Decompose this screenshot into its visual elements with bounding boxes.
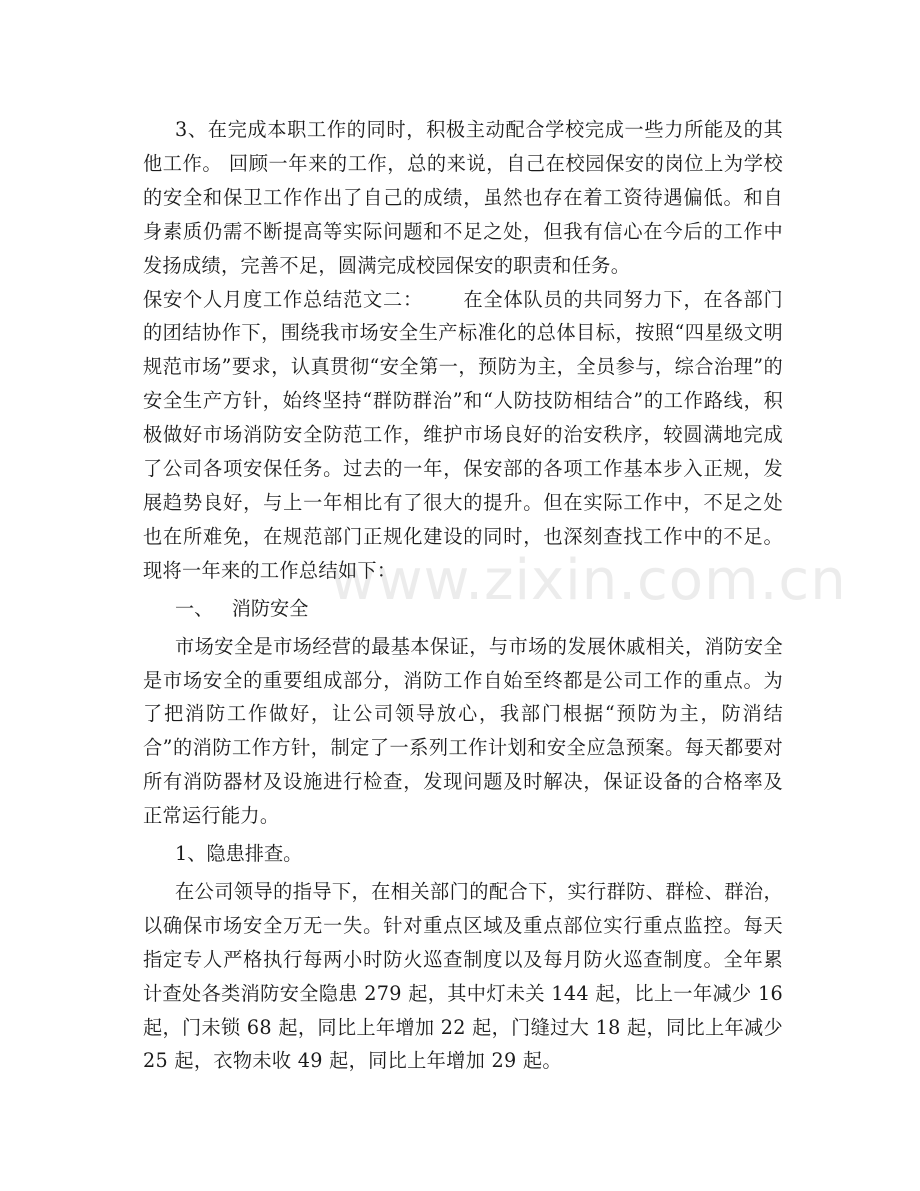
section-title: 保安个人月度工作总结范文二： <box>143 287 423 311</box>
watermark: www.zixin.com.cn <box>330 548 847 613</box>
paragraph-2-body: 在全体队员的共同努力下，在各部门的团结协作下，围绕我市场安全生产标准化的总体目标，按照“四星级文明规范市场”要求，认真贯彻“安全第一，预防为主，全员参与，综合治理”的安全生产方针，始终坚持“群防群治”和“人防技防相结合”的工作路线，积极做好市场消防安全防范工作，维护市场良好的治安秩序，较圆满地完成了公司各项安保任务。过去的一年，保安部的各项工作基本步入正规，发展趋势良好，与上一年相比有了很大的提升。但在实际工作中，不足之处也在所难免，在规范部门正规化建设的同时，也深刻查找工作中的不足。现将一年来的工作总结如下： <box>143 287 783 582</box>
paragraph-2 <box>143 283 783 588</box>
paragraph-3: 市场安全是市场经营的最基本保证，与市场的发展休戚相关，消防安全是市场安全的重要组成部分，消防工作自始至终都是公司工作的重点。为了把消防工作做好，让公司领导放心，我部门根据“预防为主，防消结合”的消防工作方针，制定了一系列工作计划和安全应急预案。每天都要对所有消防器材及设施进行检查，发现问题及时解决，保证设备的合格率及正常运行能力。 <box>143 634 783 828</box>
heading-2: 1、隐患排查。 <box>175 842 303 866</box>
heading-1 <box>143 592 783 626</box>
heading-1-text: 消防安全 <box>231 596 309 620</box>
document-body <box>143 113 783 1078</box>
paragraph-4: 在公司领导的指导下，在相关部门的配合下，实行群防、群检、群治，以确保市场安全万无一失。针对重点区域及重点部位实行重点监控。每天指定专人严格执行每两小时防火巡查制度以及每月防火巡查制度。全年累计查处各类消防安全隐患 279 起，其中灯未关 144 起，比上一年减少 16 起，门未锁 68 起，同比上年增加 22 起，门缝过大 18 起，同比上年减少 25 起，衣物未收 49 起，同比上年增加 29 起。 <box>143 879 783 1073</box>
paragraph-1: 3、在完成本职工作的同时，积极主动配合学校完成一些力所能及的其他工作。 回顾一年来的工作，总的来说，自己在校园保安的岗位上为学校的安全和保卫工作作出了自己的成绩，虽然也存在着工资待遇偏低。和自身素质仍需不断提高等实际问题和不足之处，但我有信心在今后的工作中发扬成绩，完善不足，圆满完成校园保安的职责和任务。 <box>143 118 783 277</box>
heading-1-number: 一、 <box>175 596 214 620</box>
